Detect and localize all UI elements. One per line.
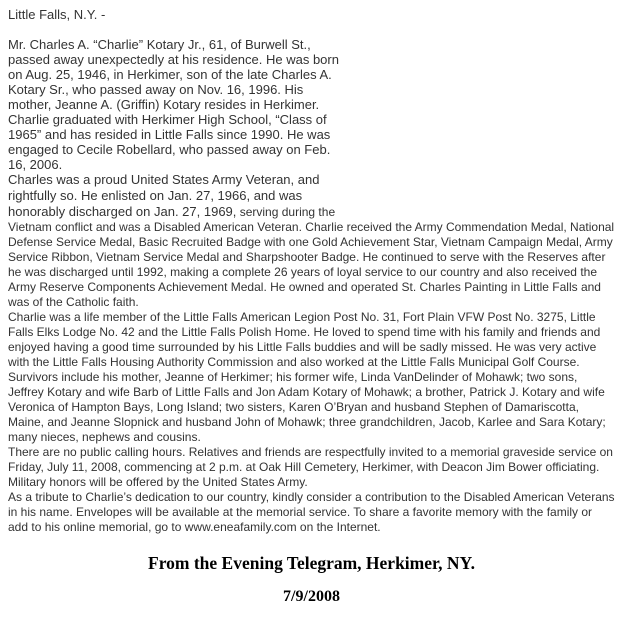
source-attribution: From the Evening Telegram, Herkimer, NY. [148, 553, 475, 573]
obituary-text [8, 37, 615, 535]
text-wrap-spacer [343, 37, 615, 219]
dateline: Little Falls, N.Y. - [8, 7, 106, 22]
paragraph-survivors: Survivors include his mother, Jeanne of Herkimer; his former wife, Linda VanDelinder of Mohawk; two sons, Jeffrey Kotary and wife Barb of Little Falls and Jon Adam Kotary of Mohawk; a brother, Patrick J. Kotary and wife Veronica of Hampton Bays, Long Island; two sisters, Karen O’Bryan and husband Stephen of Damariscotta, Maine, and Jeanne Slopnick and husband John of Mohawk; three grandchildren, Jacob, Karlee and Sara Kotary; many nieces, nephews and cousins. [8, 370, 606, 444]
paragraph-services: There are no public calling hours. Relatives and friends are respectfully invited to a memorial graveside service on Friday, July 11, 2008, commencing at 2 p.m. at Oak Hill Cemetery, Herkimer, with Deacon Jim Bower officiating. Military honors will be offered by the United States Army. [8, 445, 613, 489]
paragraph-memberships: Charlie was a life member of the Little Falls American Legion Post No. 31, Fort Plain VFW Post No. 3275, Little Falls Elks Lodge No. 42 and the Little Falls Polish Home. He loved to spend time with his family and friends and enjoyed having a good time surrounded by his Little Falls buddies and will be sadly missed. He was very active with the Little Falls Housing Authority Commission and also worked at the Little Falls Municipal Golf Course. [8, 310, 601, 369]
publication-date: 7/9/2008 [283, 588, 340, 605]
footer [8, 553, 615, 606]
paragraph-tribute: As a tribute to Charlie’s dedication to our country, kindly consider a contribution to the Disabled American Veterans in his name. Envelopes will be available at the memorial service. To share a favorite memory with the family or add to his online memorial, go to www.eneafamily.com on the Internet. [8, 490, 615, 534]
paragraph-military-service-lead: Charles was a proud United States Army Veteran, and rightfully so. He enlisted on Jan. 27, 1966, and was honorably discharged on Jan. 27, 1969, [8, 172, 320, 219]
paragraph-biography: Mr. Charles A. “Charlie” Kotary Jr., 61, of Burwell St., passed away unexpectedly at his residence. He was born on Aug. 25, 1946, in Herkimer, son of the late Charles A. Kotary Sr., who passed away on Nov. 16, 1996. His mother, Jeanne A. (Griffin) Kotary resides in Herkimer. Charlie graduated with Herkimer High School, “Class of 1965” and has resided in Little Falls since 1990. He was engaged to Cecile Robellard, who passed away on Feb. 16, 2006. [8, 37, 339, 172]
paragraph-military-service-rest: serving during the Vietnam conflict and was a Disabled American Veteran. Charlie received the Army Commendation Medal, National Defense Service Medal, Basic Recruited Badge with one Gold Achievement Star, Vietnam Campaign Medal, Army Service Ribbon, Vietnam Service Medal and Sharpshooter Badge. He continued to serve with the Reserves after he was discharged until 1992, making a complete 26 years of loyal service to our country and also received the Army Reserve Components Achievement Medal. He owned and operated St. Charles Painting in Little Falls and was of the Catholic faith. [8, 205, 615, 309]
